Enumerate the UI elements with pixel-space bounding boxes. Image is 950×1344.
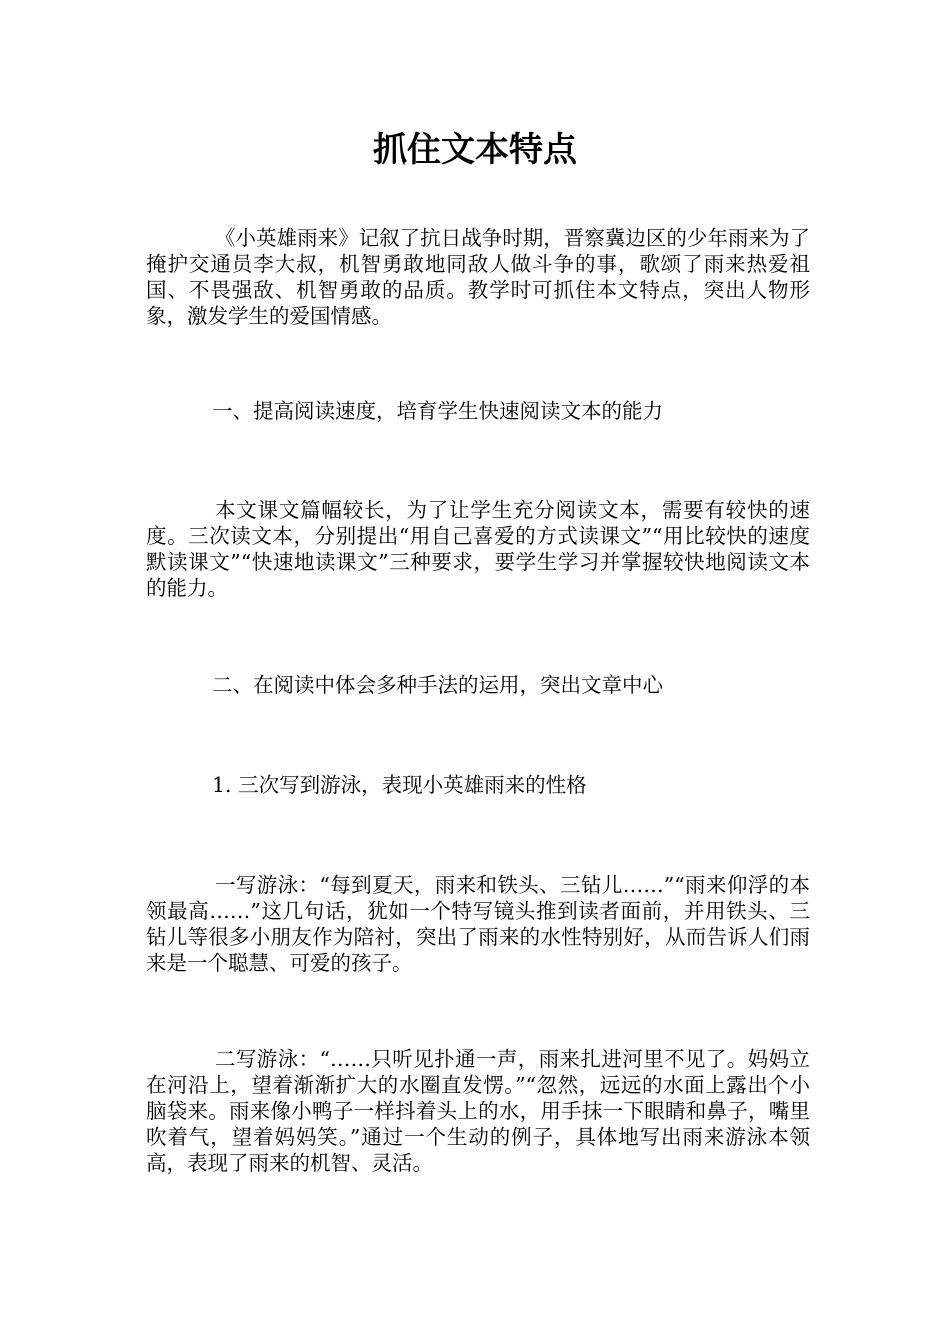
subsection-heading-1: 1. 三次写到游泳，表现小英雄雨来的性格 [212, 773, 587, 797]
section-1-paragraph: 本文课文篇幅较长，为了让学生充分阅读文本，需要有较快的速度。三次读文本，分别提出“用自己喜爱的方式读课文”“用比较快的速度默读课文”“快速地读课文”三种要求，要学生学习并掌握较快地阅读文本的能力。 [146, 498, 810, 600]
swim-first-paragraph: 一写游泳：“每到夏天，雨来和铁头、三钻儿……”“雨来仰浮的本领最高……”这几句话，犹如一个特写镜头推到读者面前，并用铁头、三钻儿等很多小朋友作为陪衬，突出了雨来的水性特别好，从而告诉人们雨来是一个聪慧、可爱的孩子。 [146, 873, 810, 975]
intro-paragraph: 《小英雄雨来》记叙了抗日战争时期，晋察冀边区的少年雨来为了掩护交通员李大叔，机智勇敢地同敌人做斗争的事，歌颂了雨来热爱祖国、不畏强敌、机智勇敢的品质。教学时可抓住本文特点，突出人物形象，激发学生的爱国情感。 [146, 226, 810, 328]
section-heading-2: 二、在阅读中体会多种手法的运用，突出文章中心 [212, 673, 663, 697]
page-title: 抓住文本特点 [373, 130, 577, 170]
swim-second-paragraph: 二写游泳：“……只听见扑通一声，雨来扎进河里不见了。妈妈立在河沿上，望着渐渐扩大的水圈直发愣。”“忽然，远远的水面上露出个小脑袋来。雨来像小鸭子一样抖着头上的水，用手抹一下眼睛和鼻子，嘴里吹着气，望着妈妈笑。”通过一个生动的例子，具体地写出雨来游泳本领高，表现了雨来的机智、灵活。 [146, 1047, 810, 1175]
section-heading-1: 一、提高阅读速度，培育学生快速阅读文本的能力 [212, 399, 663, 423]
